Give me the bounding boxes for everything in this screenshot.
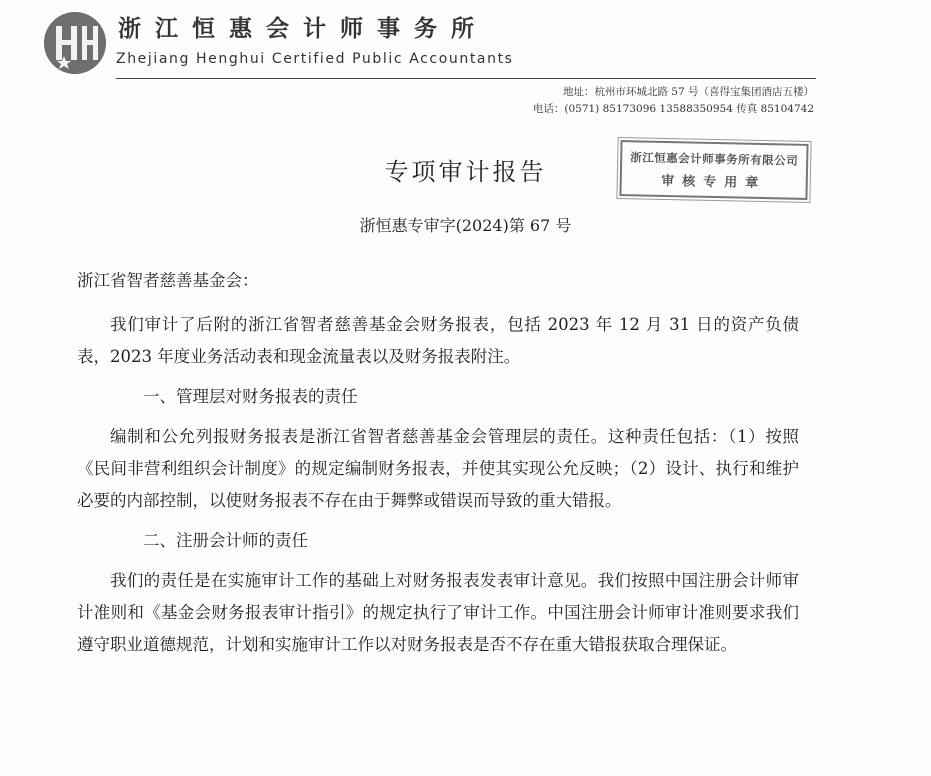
stamp-line-1: 浙江恒惠会计师事务所有限公司 (630, 150, 799, 168)
addressee: 浙江省智者慈善基金会： (77, 271, 259, 290)
section-2-paragraph: 我们的责任是在实施审计工作的基础上对财务报表发表审计意见。我们按照中国注册会计师审计准则和《基金会财务报表审计指引》的规定执行了审计工作。中国注册会计师审计准则要求我们遵守职业道德规范，计划和实施审计工作以对财务报表是否不存在重大错报获取合理保证。 (77, 571, 799, 654)
section-1-heading: 一、管理层对财务报表的责任 (143, 387, 358, 406)
report-body (77, 265, 799, 669)
firm-address: 地址：杭州市环城北路 57 号（喜得宝集团酒店五楼） (562, 86, 814, 98)
section-1-paragraph: 编制和公允列报财务报表是浙江省智者慈善基金会管理层的责任。这种责任包括：（1）按照《民间非营利组织会计制度》的规定编制财务报表，并使其实现公允反映；（2）设计、执行和维护必要的内部控制，以使财务报表不存在由于舞弊或错误而导致的重大错报。 (77, 427, 799, 510)
section-2-heading: 二、注册会计师的责任 (143, 531, 308, 550)
report-title: 专项审计报告 (384, 158, 547, 186)
header-divider (116, 78, 816, 79)
document-number: 浙恒惠专审字(2024)第 67 号 (359, 216, 572, 235)
firm-name-cn: 浙江恒惠会计师事务所 (118, 16, 488, 42)
review-stamp (619, 140, 808, 200)
intro-paragraph: 我们审计了后附的浙江省智者慈善基金会财务报表，包括 2023 年 12 月 31 日的资产负债表，2023 年度业务活动表和现金流量表以及财务报表附注。 (77, 315, 799, 366)
stamp-line-2: 审核专用章 (661, 173, 767, 192)
firm-phone: 电话：(0571) 85173096 13588350954 传真 85104742 (532, 103, 814, 115)
firm-logo-icon (44, 12, 106, 74)
firm-logo (44, 12, 106, 74)
firm-name-en: Zhejiang Henghui Certified Public Accountants (116, 51, 514, 67)
